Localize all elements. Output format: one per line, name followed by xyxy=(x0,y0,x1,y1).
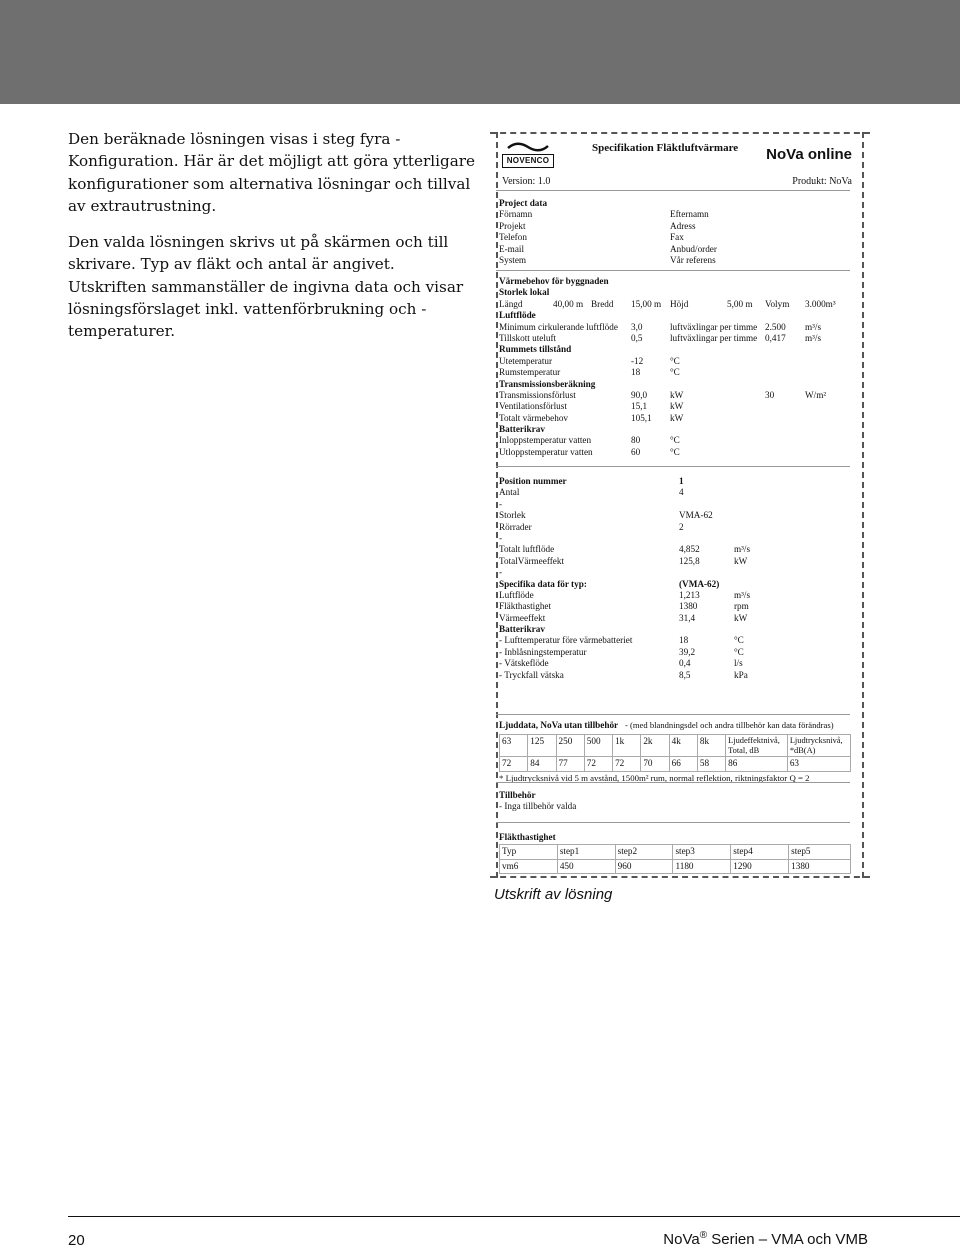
printout-image xyxy=(490,132,870,878)
project-field: Vår referens xyxy=(670,254,716,265)
project-field: Efternamn xyxy=(670,209,709,220)
size-cell: 3.000m³ xyxy=(805,298,836,309)
position-cell: m³/s xyxy=(734,544,751,555)
table-cell: step1 xyxy=(557,845,615,859)
room-heading: Rummets tillstånd xyxy=(499,344,572,355)
spec-title: Specifikation Fläktluftvärmare xyxy=(592,142,739,154)
position-cell: - Tryckfall vätska xyxy=(499,669,564,680)
project-field: System xyxy=(499,254,527,265)
table-cell: 1290 xyxy=(731,859,789,873)
position-cell: - xyxy=(499,567,503,578)
battery-cell: °C xyxy=(670,446,680,457)
table-cell: Typ xyxy=(500,845,558,859)
position-cell: Värmeeffekt xyxy=(499,612,546,623)
airflow-cell: luftväxlingar per timme xyxy=(670,332,758,343)
room-cell: 18 xyxy=(631,367,641,378)
position-cell: TotalVärmeeffekt xyxy=(499,555,564,566)
heat-demand-section xyxy=(499,276,851,458)
table-cell: 1380 xyxy=(789,859,851,873)
table-cell: 63 xyxy=(500,735,528,757)
transmission-cell: 105,1 xyxy=(631,412,652,423)
table-cell: 72 xyxy=(584,757,612,771)
sound-heading: Ljuddata, NoVa utan tillbehör xyxy=(499,720,619,730)
accessories-section xyxy=(499,790,851,813)
divider xyxy=(496,822,850,823)
position-cell: 18 xyxy=(679,635,689,646)
position-cell: Fläkthastighet xyxy=(499,601,552,612)
position-cell: Batterikrav xyxy=(499,624,545,635)
transmission-cell: kW xyxy=(670,412,684,423)
position-row xyxy=(499,635,851,646)
divider xyxy=(496,190,850,191)
position-row xyxy=(499,658,851,669)
position-row xyxy=(499,590,851,601)
airflow-cell: m³/s xyxy=(805,332,822,343)
table-cell: Ljudeffektnivå, Total, dB xyxy=(726,735,788,757)
transmission-cell: 90,0 xyxy=(631,389,648,400)
transmission-heading: Transmissionsberäkning xyxy=(499,378,596,389)
position-cell: - xyxy=(499,532,503,543)
position-section xyxy=(499,476,851,681)
fanspeed-section xyxy=(499,832,851,874)
intro-text xyxy=(68,128,478,357)
position-cell: 125,8 xyxy=(679,555,700,566)
position-cell: Rörrader xyxy=(499,521,532,532)
table-cell: step5 xyxy=(789,845,851,859)
project-field: Fax xyxy=(670,232,684,243)
position-cell: - Inblåsningstemperatur xyxy=(499,646,587,657)
table-cell: 58 xyxy=(697,757,725,771)
sound-header-row xyxy=(500,735,851,757)
room-cell: -12 xyxy=(631,355,644,366)
table-cell: 86 xyxy=(726,757,788,771)
fanspeed-header-row xyxy=(500,845,851,859)
battery-heading: Batterikrav xyxy=(499,424,545,435)
footer-rule xyxy=(68,1216,960,1217)
table-cell: 960 xyxy=(615,859,673,873)
table-cell: step4 xyxy=(731,845,789,859)
novenco-logo xyxy=(502,140,554,170)
position-row xyxy=(499,476,851,487)
position-cell: Antal xyxy=(499,487,520,498)
airflow-cell: 3,0 xyxy=(631,321,643,332)
table-cell: 8k xyxy=(697,735,725,757)
airflow-cell: 0,5 xyxy=(631,332,643,343)
position-row xyxy=(499,647,851,658)
airflow-cell: 2.500 xyxy=(765,321,786,332)
position-cell: Luftflöde xyxy=(499,589,534,600)
transmission-cell: kW xyxy=(670,389,684,400)
transmission-cell: Ventilationsförlust xyxy=(499,401,567,412)
sound-note: - (med blandningsdel och andra tillbehör kan data förändras) xyxy=(625,720,834,730)
printout-frame-left xyxy=(496,132,498,878)
position-row xyxy=(499,510,851,521)
printout-frame-right xyxy=(862,132,864,878)
table-cell: 1k xyxy=(613,735,641,757)
intro-paragraph-2: Den valda lösningen skrivs ut på skärmen och till skrivare. Typ av fläkt och antal är angivet. Utskriften sammanställer de ingivna data och visar lösningsförslaget inkl. vattenförbrukning och - temperaturer. xyxy=(68,233,464,341)
intro-paragraph-1: Den beräknade lösningen visas i steg fyra - Konfiguration. Här är det möjligt att göra ytterligare konfigurationer som alternativa lösningar och tillval av extrautrustning. xyxy=(68,130,476,215)
size-cell: 5,00 m xyxy=(727,298,753,309)
page-number: 20 xyxy=(68,1232,85,1248)
transmission-cell: 30 xyxy=(765,389,775,400)
position-cell: 39,2 xyxy=(679,646,696,657)
table-cell: 63 xyxy=(787,757,850,771)
position-cell: Totalt luftflöde xyxy=(499,544,555,555)
airflow-cell: Minimum cirkulerande luftflöde xyxy=(499,321,618,332)
series-brand: NoVa xyxy=(663,1231,700,1248)
size-cell: Längd xyxy=(499,298,523,309)
size-cell: Volym xyxy=(765,298,790,309)
size-heading: Storlek lokal xyxy=(499,287,550,298)
fanspeed-heading: Fläkthastighet xyxy=(499,832,556,842)
project-field: E-mail xyxy=(499,243,525,254)
table-cell: 66 xyxy=(669,757,697,771)
version-label: Version: 1.0 xyxy=(502,176,551,187)
project-data-section xyxy=(499,198,851,266)
size-cell: Höjd xyxy=(670,298,689,309)
position-row xyxy=(499,670,851,681)
accessories-item: - Inga tillbehör valda xyxy=(499,801,577,812)
position-row xyxy=(499,544,851,555)
room-cell: °C xyxy=(670,355,680,366)
airflow-cell: luftväxlingar per timme xyxy=(670,321,758,332)
position-row xyxy=(499,624,851,635)
position-cell: °C xyxy=(734,635,744,646)
room-cell: Rumstemperatur xyxy=(499,367,561,378)
divider xyxy=(496,270,850,271)
logo-wave-icon xyxy=(506,140,550,154)
sound-footnote: * Ljudtrycksnivå vid 5 m avstånd, 1500m² rum, normal reflektion, riktningsfaktor Q = 2 xyxy=(499,772,810,783)
position-cell: 1,213 xyxy=(679,589,700,600)
airflow-cell: 0,417 xyxy=(765,332,786,343)
table-cell: step2 xyxy=(615,845,673,859)
position-row xyxy=(499,499,851,510)
size-cell: Bredd xyxy=(591,298,614,309)
position-cell: - xyxy=(499,498,503,509)
table-cell: 500 xyxy=(584,735,612,757)
project-field: Förnamn xyxy=(499,209,533,220)
position-row xyxy=(499,613,851,624)
table-cell: 72 xyxy=(613,757,641,771)
series-title xyxy=(663,1230,868,1248)
printout-frame-bottom xyxy=(490,876,870,878)
position-row xyxy=(499,556,851,567)
position-cell: VMA-62 xyxy=(679,510,713,521)
position-cell: - Vätskeflöde xyxy=(499,658,549,669)
project-field: Projekt xyxy=(499,220,526,231)
version-line xyxy=(502,176,856,187)
position-cell: 0,4 xyxy=(679,658,691,669)
table-cell: 4k xyxy=(669,735,697,757)
position-cell: °C xyxy=(734,646,744,657)
position-cell: kPa xyxy=(734,669,748,680)
sound-section xyxy=(499,720,851,784)
room-cell: °C xyxy=(670,367,680,378)
airflow-cell: Tillskott uteluft xyxy=(499,332,557,343)
position-cell: kW xyxy=(734,612,748,623)
size-cell: 40,00 m xyxy=(553,298,584,309)
airflow-cell: m³/s xyxy=(805,321,822,332)
position-cell: 31,4 xyxy=(679,612,696,623)
airflow-heading: Luftflöde xyxy=(499,310,536,321)
table-cell: 72 xyxy=(500,757,528,771)
position-cell: Position nummer xyxy=(499,476,567,486)
table-cell: 1180 xyxy=(673,859,731,873)
position-row xyxy=(499,601,851,612)
sound-value-row xyxy=(500,757,851,771)
accessories-heading: Tillbehör xyxy=(499,790,536,800)
position-cell: 4,852 xyxy=(679,544,700,555)
product-label: Produkt: NoVa xyxy=(792,176,852,187)
series-rest: Serien – VMA och VMB xyxy=(707,1231,868,1248)
transmission-cell: Transmissionsförlust xyxy=(499,389,576,400)
table-cell: vm6 xyxy=(500,859,558,873)
transmission-cell: W/m² xyxy=(805,389,827,400)
sound-table xyxy=(499,734,851,771)
divider xyxy=(496,782,850,783)
printout-caption: Utskrift av lösning xyxy=(494,886,613,903)
position-cell: 1 xyxy=(679,476,684,486)
table-cell: 77 xyxy=(556,757,584,771)
project-heading: Project data xyxy=(499,198,548,208)
room-cell: Utetemperatur xyxy=(499,355,553,366)
transmission-cell: 15,1 xyxy=(631,401,648,412)
top-gray-band xyxy=(0,0,960,104)
position-row xyxy=(499,533,851,544)
printout-frame-top xyxy=(490,132,870,134)
divider xyxy=(496,714,850,715)
position-cell: 1380 xyxy=(679,601,698,612)
size-cell: 15,00 m xyxy=(631,298,662,309)
nova-online-brand: NoVa online xyxy=(766,146,852,163)
position-cell: 8,5 xyxy=(679,669,691,680)
project-field: Telefon xyxy=(499,232,527,243)
position-cell: Specifika data för typ: xyxy=(499,578,587,589)
position-cell: m³/s xyxy=(734,589,751,600)
registered-mark: ® xyxy=(699,1230,708,1241)
table-cell: Ljudtrycksnivå, *dB(A) xyxy=(787,735,850,757)
battery-cell: 80 xyxy=(631,435,641,446)
position-cell: (VMA-62) xyxy=(679,578,720,589)
position-cell: 4 xyxy=(679,487,684,498)
position-row xyxy=(499,567,851,578)
heat-demand-heading: Värmebehov för byggnaden xyxy=(499,276,609,286)
table-cell: 70 xyxy=(641,757,669,771)
battery-cell: Utloppstemperatur vatten xyxy=(499,446,593,457)
position-cell: Storlek xyxy=(499,510,526,521)
position-cell: kW xyxy=(734,555,748,566)
position-row xyxy=(499,522,851,533)
position-row xyxy=(499,579,851,590)
printout-header xyxy=(502,138,856,172)
table-cell: 84 xyxy=(528,757,556,771)
table-cell: 250 xyxy=(556,735,584,757)
battery-cell: Inloppstemperatur vatten xyxy=(499,435,592,446)
position-cell: 2 xyxy=(679,521,684,532)
project-field: Anbud/order xyxy=(670,243,717,254)
position-row xyxy=(499,487,851,498)
divider xyxy=(496,466,850,467)
fanspeed-table xyxy=(499,844,851,874)
position-cell: rpm xyxy=(734,601,749,612)
logo-text: NOVENCO xyxy=(502,154,554,168)
battery-cell: °C xyxy=(670,435,680,446)
battery-cell: 60 xyxy=(631,446,641,457)
position-cell: l/s xyxy=(734,658,743,669)
position-cell: - Lufttemperatur före värmebatteriet xyxy=(499,635,633,646)
project-field: Adress xyxy=(670,220,696,231)
transmission-cell: kW xyxy=(670,401,684,412)
transmission-cell: Totalt värmebehov xyxy=(499,412,569,423)
fanspeed-value-row xyxy=(500,859,851,873)
table-cell: step3 xyxy=(673,845,731,859)
table-cell: 450 xyxy=(557,859,615,873)
table-cell: 125 xyxy=(528,735,556,757)
table-cell: 2k xyxy=(641,735,669,757)
